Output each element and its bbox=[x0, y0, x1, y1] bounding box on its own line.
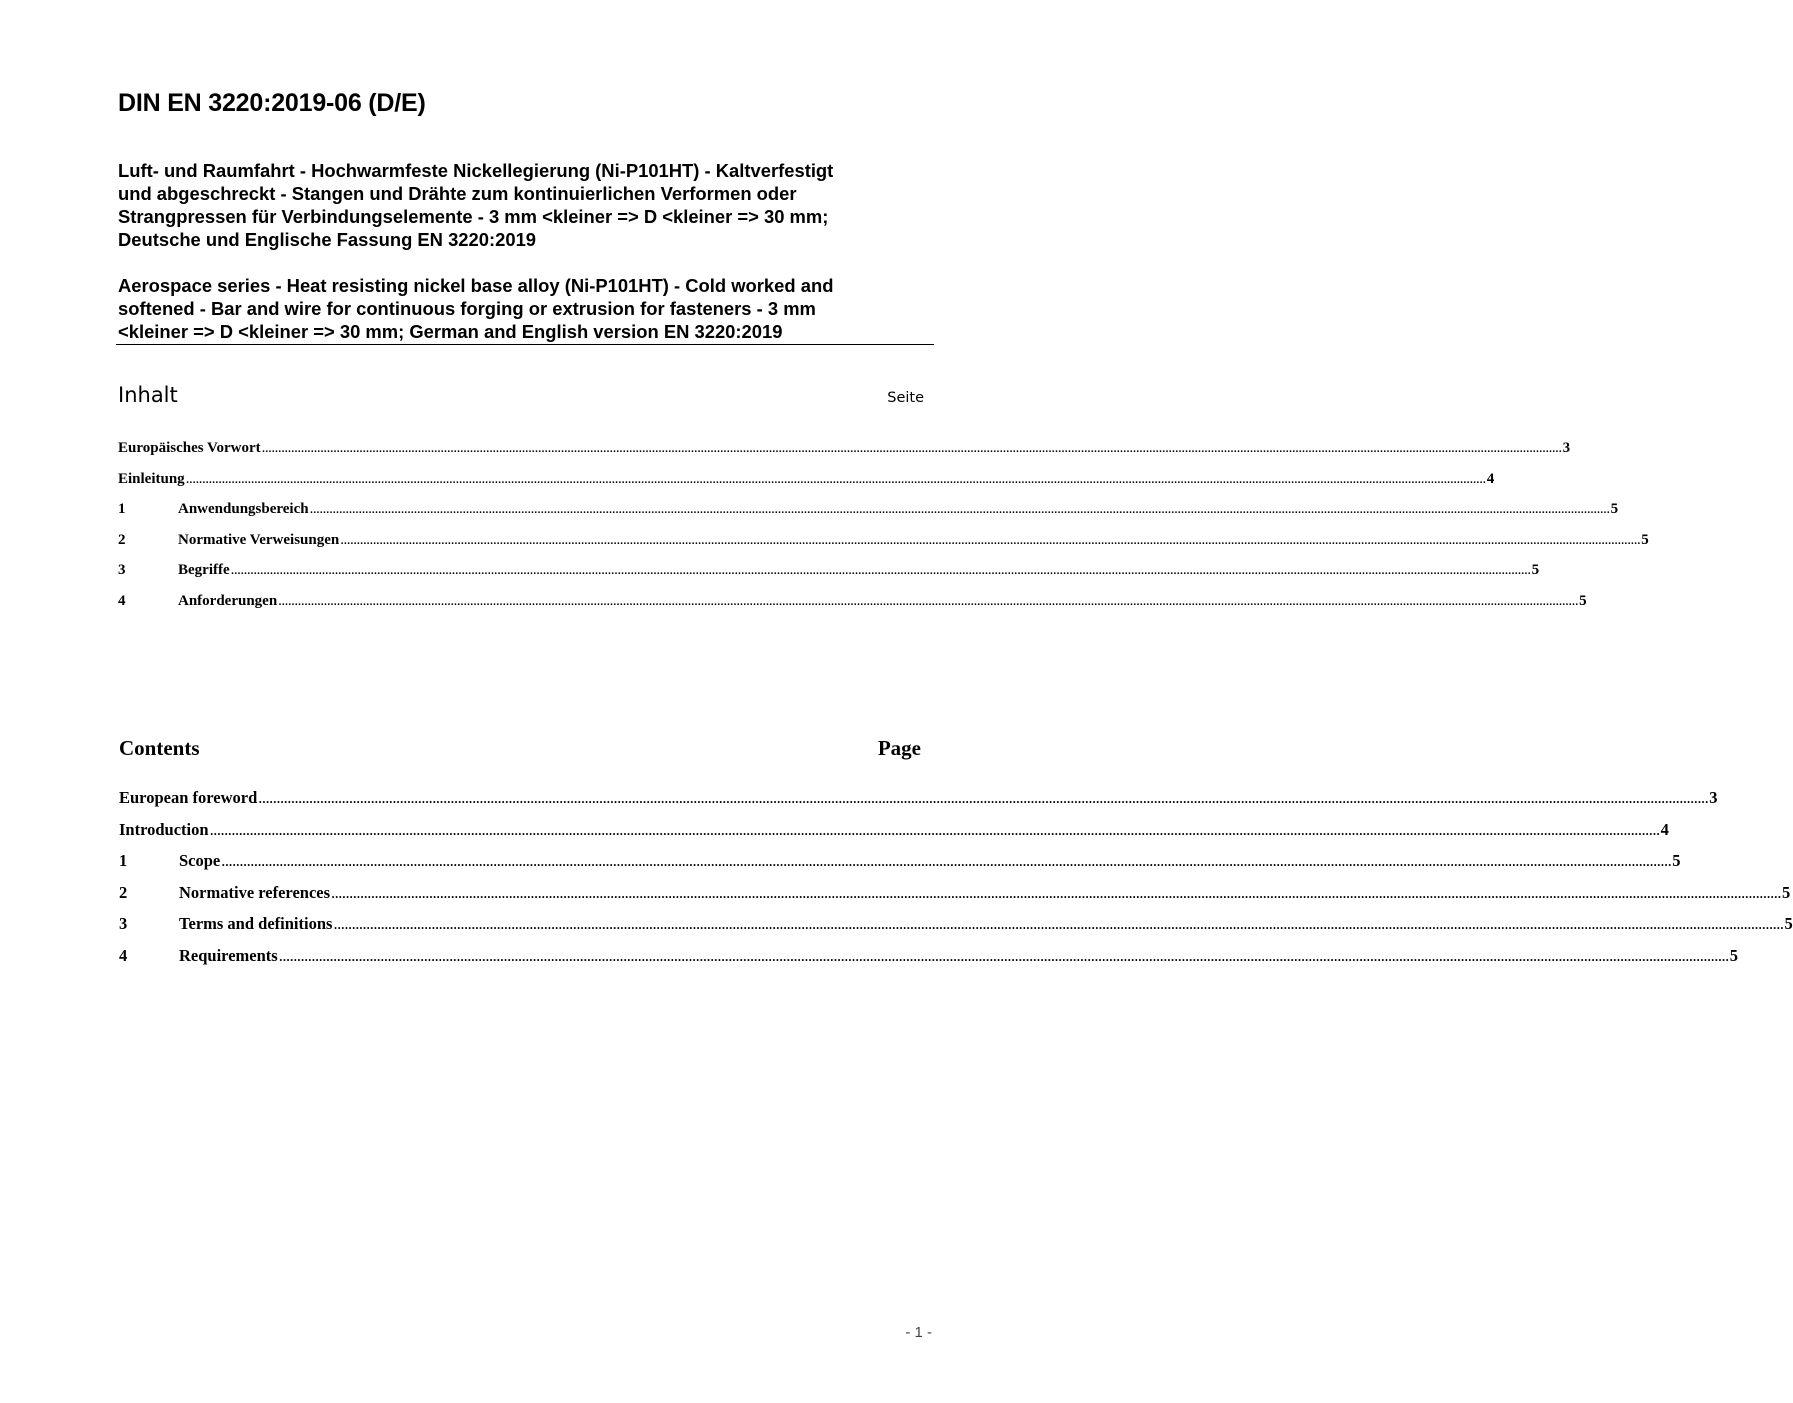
toc-page-heading-german: Seite bbox=[887, 390, 924, 406]
toc-entry[interactable] bbox=[119, 788, 1718, 820]
toc-leader-dots: ................................................................................................................................................................................................................................................................................................................................................................................................................ bbox=[261, 440, 1562, 456]
toc-entry-number: 2 bbox=[118, 531, 126, 548]
subtitle-english-line: softened - Bar and wire for continuous forging or extrusion for fasteners - 3 mm bbox=[118, 298, 816, 319]
toc-entry-page[interactable]: 5 bbox=[1610, 501, 1619, 517]
toc-entry-label[interactable]: Introduction bbox=[119, 819, 209, 839]
toc-heading-english: Contents bbox=[119, 736, 200, 760]
toc-leader-dots: ................................................................................................................................................................................................................................................................................................................................................................................................................ bbox=[278, 592, 1579, 609]
toc-leader-dots: ................................................................................................................................................................................................................................................................................................................................................................................................................ bbox=[278, 945, 1729, 965]
toc-entry-page[interactable]: 5 bbox=[1729, 945, 1738, 965]
subtitle-english-line: Aerospace series - Heat resisting nickel base alloy (Ni-P101HT) - Cold worked and bbox=[118, 275, 834, 296]
toc-entry-page[interactable]: 5 bbox=[1531, 562, 1540, 578]
toc-heading-german: Inhalt bbox=[118, 383, 178, 407]
toc-entry-number: 4 bbox=[119, 945, 128, 965]
toc-entry-label[interactable]: European foreword bbox=[119, 788, 258, 807]
toc-entry[interactable] bbox=[118, 470, 1495, 502]
toc-leader-dots: ................................................................................................................................................................................................................................................................................................................................................................................................................ bbox=[331, 882, 1782, 902]
toc-entry-page[interactable]: 3 bbox=[1562, 440, 1571, 456]
toc-leader-dots: ................................................................................................................................................................................................................................................................................................................................................................................................................ bbox=[209, 819, 1660, 839]
toc-leader-dots: ................................................................................................................................................................................................................................................................................................................................................................................................................ bbox=[221, 851, 1672, 870]
toc-entry-label[interactable]: Requirements bbox=[179, 945, 278, 965]
toc-entry[interactable] bbox=[119, 914, 1793, 946]
document-title: DIN EN 3220:2019-06 (D/E) bbox=[118, 89, 426, 117]
toc-entry-page[interactable]: 5 bbox=[1672, 851, 1681, 870]
toc-entry-label[interactable]: Anforderungen bbox=[178, 592, 278, 609]
toc-entry-number: 1 bbox=[119, 851, 128, 870]
toc-entry[interactable] bbox=[119, 945, 1738, 978]
toc-entry-number: 3 bbox=[118, 562, 126, 578]
toc-entry-label[interactable]: Normative references bbox=[179, 882, 331, 902]
toc-entry-label[interactable]: Normative Verweisungen bbox=[178, 531, 340, 548]
toc-list-german bbox=[118, 440, 1649, 623]
toc-entry-number: 1 bbox=[118, 501, 126, 517]
subtitle-german-line: Strangpressen für Verbindungselemente - 3 mm <kleiner => D <kleiner => 30 mm; bbox=[118, 206, 829, 227]
toc-leader-dots: ................................................................................................................................................................................................................................................................................................................................................................................................................ bbox=[333, 914, 1784, 933]
toc-leader-dots: ................................................................................................................................................................................................................................................................................................................................................................................................................ bbox=[230, 562, 1531, 578]
subtitle-german bbox=[118, 159, 938, 251]
toc-entry[interactable] bbox=[118, 562, 1540, 593]
toc-entry-label[interactable]: Europäisches Vorwort bbox=[118, 440, 261, 456]
toc-entry-page[interactable]: 5 bbox=[1782, 882, 1791, 902]
toc-entry-label[interactable]: Anwendungsbereich bbox=[178, 501, 309, 517]
toc-entry-number: 3 bbox=[119, 914, 128, 933]
toc-entry-label[interactable]: Scope bbox=[179, 851, 221, 870]
toc-entry-label[interactable]: Terms and definitions bbox=[179, 914, 333, 933]
subtitle-german-line: und abgeschreckt - Stangen und Drähte zum kontinuierlichen Verformen oder bbox=[118, 183, 797, 204]
toc-list-english bbox=[119, 788, 1793, 977]
subtitle-german-line: Deutsche und Englische Fassung EN 3220:2019 bbox=[118, 229, 537, 250]
subtitle-english bbox=[118, 274, 938, 343]
subtitle-english-line: <kleiner => D <kleiner => 30 mm; German and English version EN 3220:2019 bbox=[118, 321, 783, 342]
toc-leader-dots: ................................................................................................................................................................................................................................................................................................................................................................................................................ bbox=[185, 470, 1486, 487]
toc-page-heading-english: Page bbox=[877, 736, 921, 760]
toc-entry-number: 2 bbox=[119, 882, 128, 902]
toc-entry-number: 4 bbox=[118, 592, 126, 609]
toc-entry[interactable] bbox=[119, 851, 1681, 883]
toc-entry[interactable] bbox=[119, 882, 1791, 915]
toc-entry-page[interactable]: 5 bbox=[1579, 592, 1587, 609]
toc-entry-label[interactable]: Begriffe bbox=[178, 562, 230, 578]
toc-entry[interactable] bbox=[118, 592, 1587, 624]
toc-entry-page[interactable]: 4 bbox=[1486, 470, 1495, 487]
toc-entry[interactable] bbox=[118, 531, 1649, 563]
subtitle-german-line: Luft- und Raumfahrt - Hochwarmfeste Nickellegierung (Ni-P101HT) - Kaltverfestigt bbox=[118, 160, 834, 181]
toc-entry-page[interactable]: 3 bbox=[1709, 788, 1718, 807]
toc-leader-dots: ................................................................................................................................................................................................................................................................................................................................................................................................................ bbox=[309, 501, 1610, 517]
toc-entry-label[interactable]: Einleitung bbox=[118, 470, 185, 487]
page-number: - 1 - bbox=[905, 1324, 932, 1341]
toc-entry[interactable] bbox=[119, 819, 1669, 852]
toc-entry-page[interactable]: 5 bbox=[1784, 914, 1793, 933]
toc-entry[interactable] bbox=[118, 501, 1619, 532]
toc-entry-page[interactable]: 4 bbox=[1660, 819, 1669, 839]
toc-leader-dots: ................................................................................................................................................................................................................................................................................................................................................................................................................ bbox=[258, 788, 1709, 807]
toc-entry[interactable] bbox=[118, 440, 1571, 471]
toc-leader-dots: ................................................................................................................................................................................................................................................................................................................................................................................................................ bbox=[340, 531, 1641, 548]
title-divider bbox=[116, 344, 934, 345]
toc-entry-page[interactable]: 5 bbox=[1641, 531, 1649, 548]
